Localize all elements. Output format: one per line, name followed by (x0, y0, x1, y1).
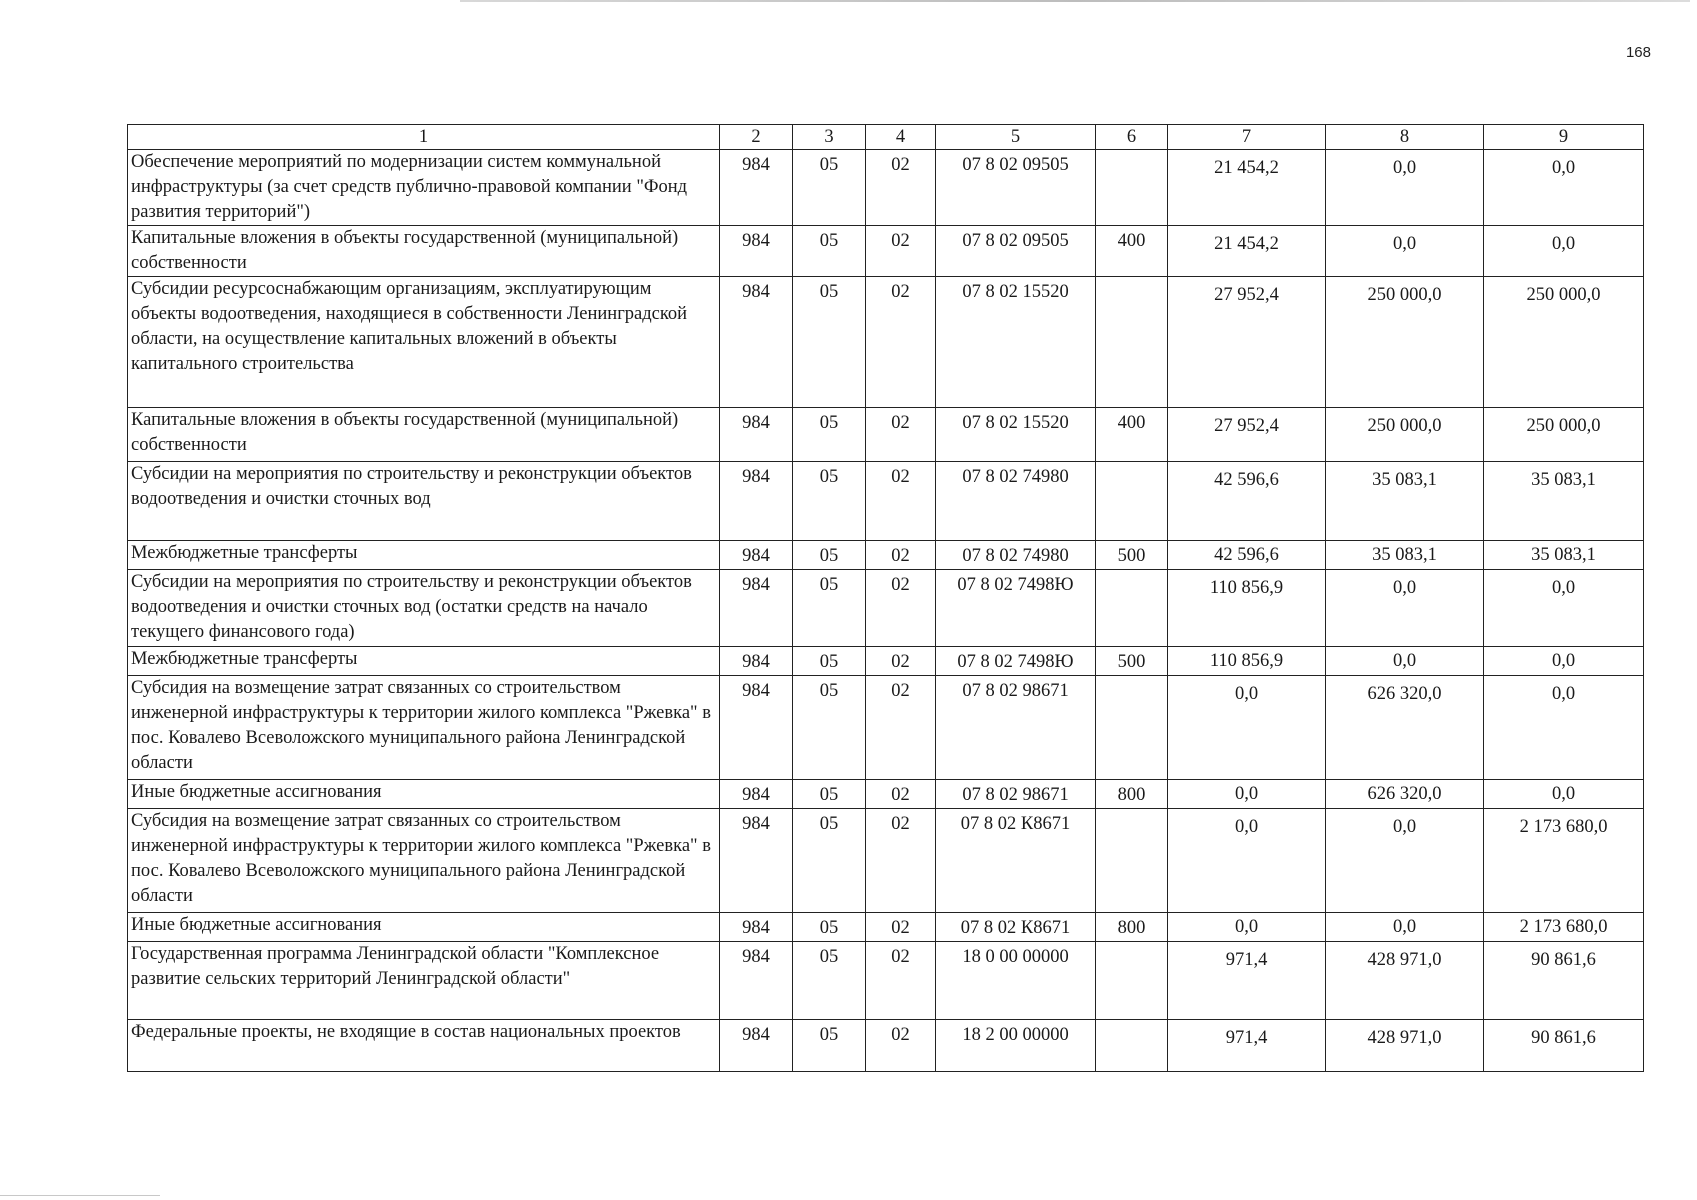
row-name: Капитальные вложения в объекты государственной (муниципальной) собственности (128, 408, 720, 462)
cell-expense-type: 500 (1096, 647, 1168, 676)
row-name: Субсидия на возмещение затрат связанных со строительством инженерной инфраструктуры к территории жилого комплекса "Ржевка" в пос. Ковалево Всеволожского муниципального района Ленинградской области (128, 809, 720, 913)
cell-section: 05 (793, 226, 866, 277)
cell-admin-code: 984 (720, 150, 793, 226)
header-row (128, 125, 1644, 150)
cell-expense-type: 800 (1096, 780, 1168, 809)
cell-subsection: 02 (866, 541, 936, 570)
page-number: 168 (1625, 44, 1651, 61)
row-name: Субсидия на возмещение затрат связанных со строительством инженерной инфраструктуры к территории жилого комплекса "Ржевка" в пос. Ковалево Всеволожского муниципального района Ленинградской области (128, 676, 720, 780)
cell-admin-code: 984 (720, 1020, 793, 1072)
cell-target-article: 07 8 02 К8671 (936, 913, 1096, 942)
table-row (128, 809, 1644, 913)
cell-admin-code: 984 (720, 570, 793, 647)
cell-amount-7: 971,4 (1168, 942, 1326, 1020)
table-row (128, 780, 1644, 809)
col-header: 4 (866, 125, 936, 150)
cell-admin-code: 984 (720, 676, 793, 780)
table-row (128, 408, 1644, 462)
cell-subsection: 02 (866, 226, 936, 277)
cell-admin-code: 984 (720, 541, 793, 570)
cell-subsection: 02 (866, 462, 936, 541)
cell-amount-9: 35 083,1 (1484, 462, 1644, 541)
cell-section: 05 (793, 809, 866, 913)
col-header: 2 (720, 125, 793, 150)
cell-target-article: 07 8 02 09505 (936, 226, 1096, 277)
cell-amount-9: 2 173 680,0 (1484, 809, 1644, 913)
cell-amount-9: 250 000,0 (1484, 408, 1644, 462)
cell-subsection: 02 (866, 1020, 936, 1072)
cell-admin-code: 984 (720, 780, 793, 809)
cell-amount-8: 250 000,0 (1326, 277, 1484, 408)
row-name: Субсидии на мероприятия по строительству и реконструкции объектов водоотведения и очистки сточных вод (128, 462, 720, 541)
cell-amount-7: 21 454,2 (1168, 150, 1326, 226)
cell-admin-code: 984 (720, 226, 793, 277)
cell-expense-type: 800 (1096, 913, 1168, 942)
col-header: 8 (1326, 125, 1484, 150)
cell-section: 05 (793, 541, 866, 570)
cell-expense-type (1096, 462, 1168, 541)
cell-subsection: 02 (866, 913, 936, 942)
cell-amount-7: 21 454,2 (1168, 226, 1326, 277)
row-name: Федеральные проекты, не входящие в состав национальных проектов (128, 1020, 720, 1072)
cell-amount-9: 0,0 (1484, 780, 1644, 809)
table-row (128, 570, 1644, 647)
cell-admin-code: 984 (720, 942, 793, 1020)
row-name: Межбюджетные трансферты (128, 647, 720, 676)
row-name: Иные бюджетные ассигнования (128, 780, 720, 809)
cell-section: 05 (793, 570, 866, 647)
col-header: 5 (936, 125, 1096, 150)
cell-target-article: 07 8 02 7498Ю (936, 570, 1096, 647)
cell-target-article: 18 2 00 00000 (936, 1020, 1096, 1072)
cell-target-article: 07 8 02 09505 (936, 150, 1096, 226)
cell-amount-9: 2 173 680,0 (1484, 913, 1644, 942)
cell-expense-type (1096, 150, 1168, 226)
cell-amount-7: 27 952,4 (1168, 277, 1326, 408)
cell-admin-code: 984 (720, 462, 793, 541)
cell-section: 05 (793, 1020, 866, 1072)
cell-amount-8: 35 083,1 (1326, 462, 1484, 541)
col-header: 1 (128, 125, 720, 150)
cell-amount-8: 428 971,0 (1326, 1020, 1484, 1072)
cell-subsection: 02 (866, 780, 936, 809)
row-name: Межбюджетные трансферты (128, 541, 720, 570)
cell-amount-9: 90 861,6 (1484, 942, 1644, 1020)
cell-section: 05 (793, 647, 866, 676)
cell-target-article: 07 8 02 7498Ю (936, 647, 1096, 676)
row-name: Государственная программа Ленинградской области "Комплексное развитие сельских территорий Ленинградской области" (128, 942, 720, 1020)
cell-amount-8: 0,0 (1326, 150, 1484, 226)
cell-amount-8: 0,0 (1326, 809, 1484, 913)
cell-subsection: 02 (866, 570, 936, 647)
row-name: Субсидии на мероприятия по строительству и реконструкции объектов водоотведения и очистки сточных вод (остатки средств на начало текущего финансового года) (128, 570, 720, 647)
cell-amount-7: 110 856,9 (1168, 570, 1326, 647)
cell-target-article: 07 8 02 15520 (936, 408, 1096, 462)
cell-section: 05 (793, 942, 866, 1020)
cell-amount-9: 90 861,6 (1484, 1020, 1644, 1072)
table-row (128, 277, 1644, 408)
row-name: Капитальные вложения в объекты государственной (муниципальной) собственности (128, 226, 720, 277)
table-row (128, 541, 1644, 570)
cell-amount-7: 42 596,6 (1168, 462, 1326, 541)
cell-amount-9: 35 083,1 (1484, 541, 1644, 570)
table-row (128, 1020, 1644, 1072)
row-name: Субсидии ресурсоснабжающим организациям, эксплуатирующим объекты водоотведения, находящиеся в собственности Ленинградской области, на осуществление капитальных вложений в объекты капитального строительства (128, 277, 720, 408)
table-row (128, 462, 1644, 541)
table-row (128, 150, 1644, 226)
row-name: Иные бюджетные ассигнования (128, 913, 720, 942)
cell-expense-type: 400 (1096, 408, 1168, 462)
cell-amount-9: 0,0 (1484, 647, 1644, 676)
col-header: 3 (793, 125, 866, 150)
cell-target-article: 18 0 00 00000 (936, 942, 1096, 1020)
cell-subsection: 02 (866, 809, 936, 913)
cell-admin-code: 984 (720, 277, 793, 408)
table-row (128, 647, 1644, 676)
cell-amount-7: 0,0 (1168, 913, 1326, 942)
cell-amount-7: 110 856,9 (1168, 647, 1326, 676)
cell-expense-type: 500 (1096, 541, 1168, 570)
cell-admin-code: 984 (720, 647, 793, 676)
cell-amount-8: 0,0 (1326, 226, 1484, 277)
cell-subsection: 02 (866, 676, 936, 780)
cell-admin-code: 984 (720, 809, 793, 913)
cell-section: 05 (793, 277, 866, 408)
cell-admin-code: 984 (720, 913, 793, 942)
table-row (128, 226, 1644, 277)
cell-section: 05 (793, 676, 866, 780)
cell-amount-7: 0,0 (1168, 676, 1326, 780)
cell-amount-8: 250 000,0 (1326, 408, 1484, 462)
cell-subsection: 02 (866, 277, 936, 408)
cell-target-article: 07 8 02 98671 (936, 780, 1096, 809)
cell-amount-7: 27 952,4 (1168, 408, 1326, 462)
cell-expense-type (1096, 809, 1168, 913)
cell-target-article: 07 8 02 98671 (936, 676, 1096, 780)
cell-expense-type (1096, 570, 1168, 647)
cell-subsection: 02 (866, 942, 936, 1020)
col-header: 6 (1096, 125, 1168, 150)
cell-amount-9: 0,0 (1484, 226, 1644, 277)
cell-amount-9: 0,0 (1484, 570, 1644, 647)
cell-expense-type (1096, 1020, 1168, 1072)
cell-expense-type: 400 (1096, 226, 1168, 277)
cell-amount-8: 0,0 (1326, 570, 1484, 647)
scan-artifact-line (0, 1195, 160, 1196)
cell-subsection: 02 (866, 408, 936, 462)
cell-amount-8: 428 971,0 (1326, 942, 1484, 1020)
cell-expense-type (1096, 676, 1168, 780)
cell-admin-code: 984 (720, 408, 793, 462)
table-row (128, 913, 1644, 942)
cell-expense-type (1096, 277, 1168, 408)
cell-amount-7: 0,0 (1168, 780, 1326, 809)
col-header: 9 (1484, 125, 1644, 150)
table-row (128, 676, 1644, 780)
budget-table (127, 124, 1644, 1072)
cell-target-article: 07 8 02 15520 (936, 277, 1096, 408)
cell-target-article: 07 8 02 К8671 (936, 809, 1096, 913)
cell-section: 05 (793, 408, 866, 462)
col-header: 7 (1168, 125, 1326, 150)
cell-target-article: 07 8 02 74980 (936, 541, 1096, 570)
cell-amount-7: 0,0 (1168, 809, 1326, 913)
cell-amount-9: 0,0 (1484, 676, 1644, 780)
cell-section: 05 (793, 462, 866, 541)
row-name: Обеспечение мероприятий по модернизации систем коммунальной инфраструктуры (за счет средств публично-правовой компании "Фонд развития территорий") (128, 150, 720, 226)
cell-amount-8: 626 320,0 (1326, 676, 1484, 780)
cell-subsection: 02 (866, 647, 936, 676)
cell-target-article: 07 8 02 74980 (936, 462, 1096, 541)
cell-amount-8: 0,0 (1326, 647, 1484, 676)
cell-amount-9: 250 000,0 (1484, 277, 1644, 408)
cell-section: 05 (793, 913, 866, 942)
table-row (128, 942, 1644, 1020)
cell-amount-7: 42 596,6 (1168, 541, 1326, 570)
cell-amount-8: 626 320,0 (1326, 780, 1484, 809)
cell-section: 05 (793, 150, 866, 226)
cell-section: 05 (793, 780, 866, 809)
cell-subsection: 02 (866, 150, 936, 226)
cell-amount-9: 0,0 (1484, 150, 1644, 226)
cell-amount-8: 35 083,1 (1326, 541, 1484, 570)
cell-amount-7: 971,4 (1168, 1020, 1326, 1072)
cell-amount-8: 0,0 (1326, 913, 1484, 942)
cell-expense-type (1096, 942, 1168, 1020)
scan-artifact-line (460, 0, 1690, 2)
